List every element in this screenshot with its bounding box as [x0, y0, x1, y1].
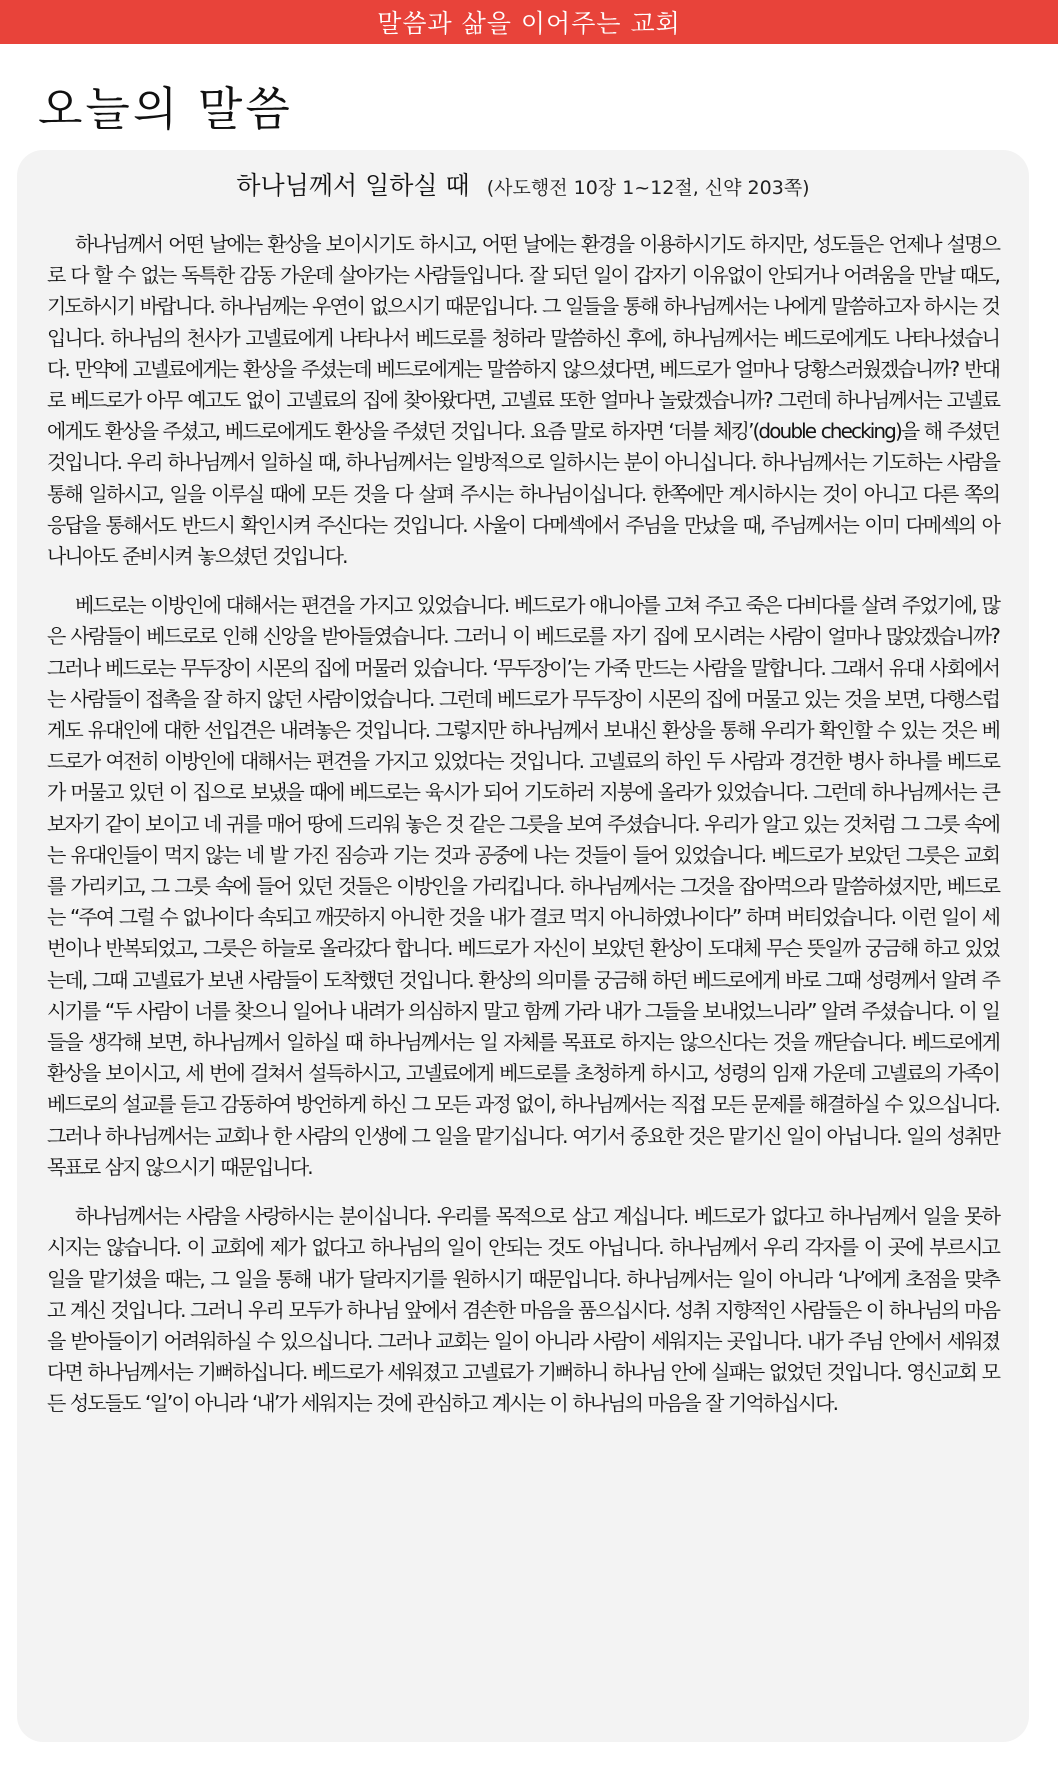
scripture-reference: (사도행전 10장 1~12절, 신약 203쪽) [486, 177, 810, 199]
sermon-panel [17, 150, 1029, 1742]
sermon-paragraph-2: 베드로는 이방인에 대해서는 편견을 가지고 있었습니다. 베드로가 애니아를 고쳐 주고 죽은 다비다를 살려 주었기에, 많은 사람들이 베드로로 인해 신앙을 받아들였습니다. 그러니 이 베드로를 자기 집에 모시려는 사람이 얼마나 많았겠습니까? 그러나 베드로는 무두장이 시몬의 집에 머물러 있습니다. ‘무두장이’는 가죽 만드는 사람을 말합니다. 그래서 유대 사회에서는 사람들이 접촉을 잘 하지 않던 사람이었습니다. 그런데 베드로가 무두장이 시몬의 집에 머물고 있는 것을 보면, 다행스럽게도 유대인에 대한 선입견은 내려놓은 것입니다. 그렇지만 하나님께서 보내신 환상을 통해 우리가 확인할 수 있는 것은 베드로가 여전히 이방인에 대해서는 편견을 가지고 있었다는 것입니다. 고넬료의 하인 두 사람과 경건한 병사 하나를 베드로가 머물고 있던 이 집으로 보냈을 때에 베드로는 육시가 되어 기도하러 지붕에 올라가 있었습니다. 그런데 하나님께서는 큰 보자기 같이 보이고 네 귀를 매어 땅에 드리워 놓은 것 같은 그릇을 보여 주셨습니다. 우리가 알고 있는 것처럼 그 그릇 속에는 유대인들이 먹지 않는 네 발 가진 짐승과 기는 것과 공중에 나는 것들이 들어 있었습니다. 베드로가 보았던 그릇은 교회를 가리키고, 그 그릇 속에 들어 있던 것들은 이방인을 가리킵니다. 하나님께서는 그것을 잡아먹으라 말씀하셨지만, 베드로는 “주여 그럴 수 없나이다 속되고 깨끗하지 아니한 것을 내가 결코 먹지 아니하였나이다” 하며 버티었습니다. 이런 일이 세 번이나 반복되었고, 그릇은 하늘로 올라갔다 합니다. 베드로가 자신이 보았던 환상이 도대체 무슨 뜻일까 궁금해 하고 있었는데, 그때 고넬료가 보낸 사람들이 도착했던 것입니다. 환상의 의미를 궁금해 하던 베드로에게 바로 그때 성령께서 알려 주시기를 “두 사람이 너를 찾으니 일어나 내려가 의심하지 말고 함께 가라 내가 그들을 보내었느니라” 알려 주셨습니다. 이 일들을 생각해 보면, 하나님께서 일하실 때 하나님께서는 일 자체를 목표로 하지는 않으신다는 것을 깨닫습니다. 베드로에게 환상을 보이시고, 세 번에 걸쳐서 설득하시고, 고넬료에게 베드로를 초청하게 하시고, 성령의 임재 가운데 고넬료의 가족이 베드로의 설교를 듣고 감동하여 방언하게 하신 그 모든 과정 없이, 하나님께서는 직접 모든 문제를 해결하실 수 있으십니다. 그러나 하나님께서는 교회나 한 사람의 인생에 그 일을 맡기십니다. 여기서 중요한 것은 맡기신 일이 아닙니다. 일의 성취만 목표로 삼지 않으시기 때문입니다. [47, 593, 999, 1179]
sermon-paragraph-3: 하나님께서는 사람을 사랑하시는 분이십니다. 우리를 목적으로 삼고 계십니다. 베드로가 없다고 하나님께서 일을 못하시지는 않습니다. 이 교회에 제가 없다고 하나님의 일이 안되는 것도 아닙니다. 하나님께서 우리 각자를 이 곳에 부르시고 일을 맡기셨을 때는, 그 일을 통해 내가 달라지기를 원하시기 때문입니다. 하나님께서는 일이 아니라 ‘나’에게 초점을 맞추고 계신 것입니다. 그러니 우리 모두가 하나님 앞에서 겸손한 마음을 품으십시다. 성취 지향적인 사람들은 이 하나님의 마음을 받아들이기 어려워하실 수 있으십니다. 그러나 교회는 일이 아니라 사람이 세워지는 곳입니다. 내가 주님 안에서 세워졌다면 하나님께서는 기뻐하십니다. 베드로가 세워졌고 고넬료가 기뻐하니 하나님 안에 실패는 없었던 것입니다. 영신교회 모든 성도들도 ‘일’이 아니라 ‘내’가 세워지는 것에 관심하고 계시는 이 하나님의 마음을 잘 기억하십시다. [47, 1204, 999, 1416]
banner-title: 말씀과 삶을 이어주는 교회 [377, 9, 681, 38]
section-title: 오늘의 말씀 [38, 82, 293, 136]
sermon-paragraph-1: 하나님께서 어떤 날에는 환상을 보이시기도 하시고, 어떤 날에는 환경을 이용하시기도 하지만, 성도들은 언제나 설명으로 다 할 수 없는 독특한 감동 가운데 살아가는 사람들입니다. 잘 되던 일이 갑자기 이유없이 안되거나 어려움을 만날 때도, 기도하시기 바랍니다. 하나님께는 우연이 없으시기 때문입니다. 그 일들을 통해 하나님께서는 나에게 말씀하고자 하시는 것입니다. 하나님의 천사가 고넬료에게 나타나서 베드로를 청하라 말씀하신 후에, 하나님께서는 베드로에게도 나타나셨습니다. 만약에 고넬료에게는 환상을 주셨는데 베드로에게는 말씀하지 않으셨다면, 베드로가 얼마나 당황스러웠겠습니까? 반대로 베드로가 아무 예고도 없이 고넬료의 집에 찾아왔다면, 고넬료 또한 얼마나 놀랐겠습니까? 그런데 하나님께서는 고넬료에게도 환상을 주셨고, 베드로에게도 환상을 주셨던 것입니다. 요즘 말로 하자면 ‘더블 체킹’(double checking)을 해 주셨던 것입니다. 우리 하나님께서 일하실 때, 하나님께서는 일방적으로 일하시는 분이 아니십니다. 하나님께서는 기도하는 사람을 통해 일하시고, 일을 이루실 때에 모든 것을 다 살펴 주시는 하나님이십니다. 한쪽에만 계시하시는 것이 아니고 다른 쪽의 응답을 통해서도 반드시 확인시켜 주신다는 것입니다. 사울이 다메섹에서 주님을 만났을 때, 주님께서는 이미 다메섹의 아나니아도 준비시켜 놓으셨던 것입니다. [47, 232, 999, 569]
header-banner [0, 0, 1058, 44]
sermon-heading [47, 168, 999, 207]
sermon-title: 하나님께서 일하실 때 [236, 171, 470, 200]
